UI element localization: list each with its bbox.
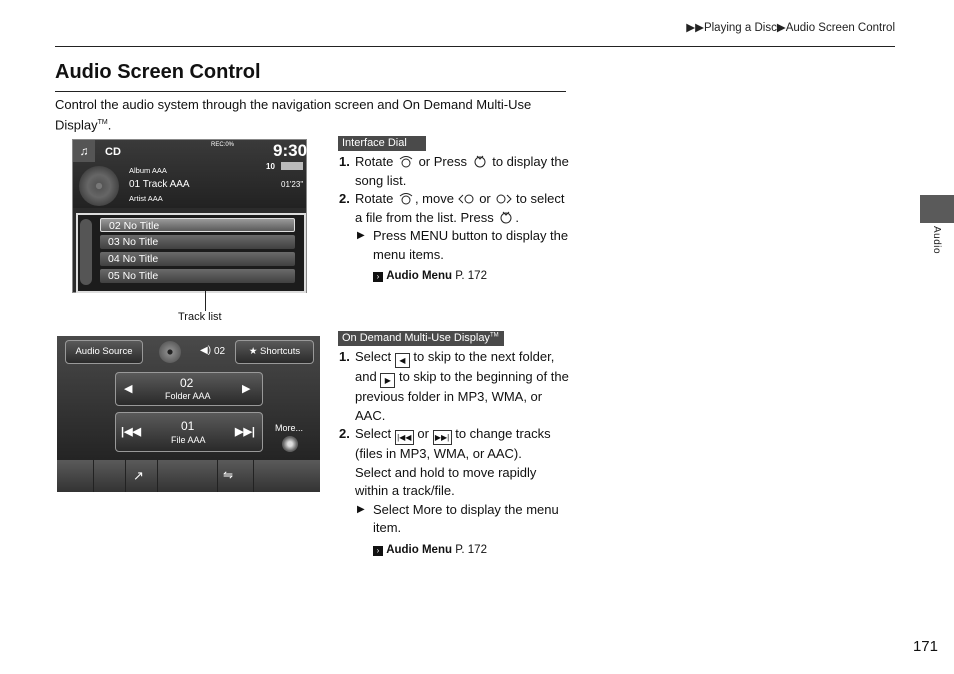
step-number: 2. <box>339 426 350 441</box>
file-number: 01 <box>181 419 195 433</box>
dial-step-2 <box>339 190 569 227</box>
step-text: Select <box>373 501 410 517</box>
volume-level: 10 <box>266 162 275 171</box>
nav-screen-header <box>73 140 306 208</box>
track-list <box>76 213 306 293</box>
step-number: 1. <box>339 349 350 364</box>
multi-use-steps <box>339 348 571 559</box>
shortcuts-label: Shortcuts <box>260 346 301 357</box>
mud-step-2 <box>339 425 571 501</box>
dial-step-1 <box>339 153 569 190</box>
shortcuts-button[interactable] <box>235 340 314 364</box>
step-text: to select a file from the list. Press <box>355 191 565 225</box>
next-folder-icon[interactable]: ▶ <box>242 383 251 395</box>
dial-substep <box>355 227 569 264</box>
step-text: or <box>479 191 491 206</box>
audio-source-button[interactable]: Audio Source <box>65 340 143 364</box>
intro-text <box>55 96 570 134</box>
step-text: to display the song list. <box>355 154 569 188</box>
track-list-item-05[interactable]: 05 No Title <box>100 269 295 283</box>
interface-dial-steps <box>339 153 569 286</box>
skip-back-icon[interactable]: |◀◀ <box>121 426 141 438</box>
intro-tm: TM <box>97 119 108 126</box>
breadcrumb-sep: ▶ <box>776 22 786 34</box>
step-text: or Press <box>418 154 467 169</box>
prev-folder-key-icon: ◀ <box>395 353 410 368</box>
more-button-name: More <box>412 501 443 517</box>
skip-forward-icon[interactable]: ▶▶| <box>235 426 255 438</box>
track-list-caption: Track list <box>178 311 222 323</box>
track-list-item-04[interactable]: 04 No Title <box>100 252 295 266</box>
reference-arrow-icon: › <box>373 272 383 282</box>
menu-button-name: MENU <box>409 228 449 243</box>
rotate-dial-icon <box>397 192 415 205</box>
audio-menu-reference[interactable] <box>373 541 571 560</box>
breadcrumb <box>686 20 895 34</box>
volume-level: 02 <box>214 346 226 357</box>
disc-icon <box>159 341 181 363</box>
artist-name: Artist AAA <box>129 194 163 203</box>
track-list-leader-line <box>205 291 206 311</box>
nav-screen-song-list <box>72 139 307 293</box>
intro-body: Control the audio system through the navigation screen and On Demand Multi-Use Display <box>55 97 532 133</box>
star-icon: ★ <box>248 346 260 357</box>
section-tab-label: Audio <box>931 226 942 255</box>
audio-menu-reference[interactable] <box>373 267 569 286</box>
step-text: , move <box>414 191 454 206</box>
file-name: File AAA <box>171 435 206 445</box>
mud-step-1 <box>339 348 571 425</box>
step-text: Select and hold to move rapidly within a track/file. <box>355 464 537 498</box>
substep-arrow-icon: ▶ <box>357 503 365 515</box>
reference-page: P. 172 <box>455 270 487 282</box>
press-dial-icon <box>471 155 489 168</box>
page-number: 171 <box>912 638 938 655</box>
source-label: CD <box>105 146 121 158</box>
folder-number: 02 <box>180 376 194 390</box>
skip-forward-key-icon: ▶▶| <box>433 430 452 445</box>
car-air-icon[interactable]: ⇋ <box>223 468 234 482</box>
elapsed-time: 01'23" <box>281 180 304 189</box>
step-text: to skip to the beginning of the previous folder in MP3, WMA, or AAC. <box>355 369 569 423</box>
step-text: Rotate <box>355 154 394 169</box>
music-note-icon: ♫ <box>73 140 95 162</box>
rec-status: REC:0% <box>211 142 235 148</box>
folder-control <box>115 372 263 406</box>
reference-page: P. 172 <box>455 543 487 556</box>
album-name: Album AAA <box>129 166 167 175</box>
prev-folder-icon[interactable]: ◀ <box>124 383 133 395</box>
speaker-icon: ◀) <box>200 345 212 356</box>
step-number: 1. <box>339 154 350 169</box>
volume-bar <box>281 162 303 170</box>
mud-substep <box>355 501 571 538</box>
step-text: to skip to the next folder, and <box>355 349 555 384</box>
step-number: 2. <box>339 191 350 206</box>
step-text: . <box>515 209 519 225</box>
rotate-dial-icon <box>397 155 415 168</box>
more-button-label[interactable]: More... <box>275 423 304 433</box>
multi-use-header <box>338 331 504 346</box>
climate-bar <box>57 460 320 492</box>
list-scroll-arc <box>80 219 92 285</box>
track-name: 01 Track AAA <box>129 179 190 190</box>
breadcrumb-arrows: ▶▶ <box>686 22 704 34</box>
move-right-dial-icon <box>494 192 512 205</box>
substep-arrow-icon: ▶ <box>357 230 365 241</box>
seat-fan-icon[interactable]: ↗ <box>133 468 144 483</box>
interface-dial-header: Interface Dial <box>338 136 426 151</box>
step-text: Rotate <box>355 191 394 206</box>
reference-label: Audio Menu <box>386 270 452 282</box>
breadcrumb-part1[interactable]: Playing a Disc <box>703 22 777 34</box>
skip-back-key-icon: |◀◀ <box>395 430 414 445</box>
step-text: Select <box>355 349 392 364</box>
step-text: Select <box>355 426 392 441</box>
track-control <box>115 412 263 452</box>
breadcrumb-part2[interactable]: Audio Screen Control <box>785 22 895 34</box>
multi-use-header-label: On Demand Multi-Use Display <box>342 332 490 344</box>
move-left-dial-icon <box>458 192 476 205</box>
header-rule <box>55 46 895 47</box>
step-text: to change tracks (files in MP3, WMA, or AAC). <box>355 426 551 461</box>
intro-end: . <box>107 117 112 133</box>
next-folder-key-icon: ▶ <box>380 373 395 388</box>
clock: 9:30 <box>273 141 308 160</box>
folder-name: Folder AAA <box>165 391 211 401</box>
multi-use-display-screen <box>57 336 320 492</box>
press-dial-icon <box>497 211 515 224</box>
more-dial-icon[interactable] <box>282 436 298 452</box>
step-text: button to display the menu items. <box>373 228 569 262</box>
step-text: or <box>417 426 429 441</box>
step-text: to display the menu item. <box>373 501 559 535</box>
reference-label: Audio Menu <box>386 543 452 556</box>
reference-arrow-icon: › <box>373 546 383 556</box>
multi-use-header-tm: TM <box>489 332 499 339</box>
section-tab[interactable] <box>920 195 954 223</box>
page-title: Audio Screen Control <box>55 61 261 83</box>
disc-icon <box>79 166 119 206</box>
track-list-item-03[interactable]: 03 No Title <box>100 235 295 249</box>
step-text: Press <box>373 228 407 243</box>
track-list-item-02[interactable]: 02 No Title <box>100 218 295 232</box>
title-rule <box>55 91 566 92</box>
